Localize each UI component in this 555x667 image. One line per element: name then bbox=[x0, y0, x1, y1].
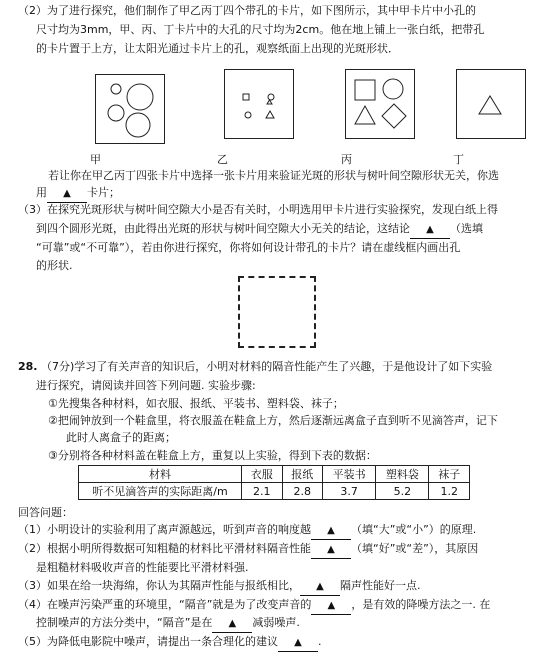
blank-triangle-icon: ▲ bbox=[316, 581, 324, 592]
table-row-label: 听不见滴答声的实际距离/m bbox=[79, 483, 242, 500]
blank-triangle-icon: ▲ bbox=[294, 637, 302, 648]
card-ding-figure bbox=[456, 69, 526, 139]
blank-triangle-icon: ▲ bbox=[228, 618, 237, 629]
part2-line3: 的卡片置于上方，让太阳光通过卡片上的孔，观察纸面上出现的光斑形状． bbox=[36, 42, 399, 55]
part3-line2-text: 到四个圆形光斑，由此得出光斑的形状与树叶间空隙大小无关的结论，这结论 bbox=[36, 222, 410, 235]
card-bing-label: 丙 bbox=[341, 153, 352, 166]
q28-answer4-suffix: ，是有效的降噪方法之一. 在 bbox=[351, 598, 491, 611]
q28-answer4 bbox=[18, 597, 490, 615]
q28-answer4-line2 bbox=[36, 615, 300, 633]
part2-question-prefix: 用 bbox=[36, 186, 47, 199]
answer-blank-stage[interactable] bbox=[212, 615, 252, 633]
table-header-material: 材料 bbox=[79, 466, 242, 483]
answer-blank-sponge[interactable] bbox=[300, 578, 340, 596]
table-row bbox=[79, 483, 470, 500]
card-yi-holes bbox=[225, 70, 293, 138]
part2-question-line2 bbox=[36, 185, 120, 203]
table-cell: 2.1 bbox=[242, 483, 283, 500]
q28-answer2 bbox=[18, 541, 478, 559]
blank-triangle-icon: ▲ bbox=[327, 525, 335, 536]
part3-line2 bbox=[36, 221, 483, 239]
q28-number: 28. bbox=[18, 360, 38, 373]
q28-step2-line2: 此时人离盒子的距离； bbox=[66, 431, 176, 444]
table-cell: 5.2 bbox=[376, 483, 429, 500]
part2-line2: 尺寸均为3mm，甲、丙、丁卡片中的大孔的尺寸均为2cm。他在地上铺上一张白纸，把带孔 bbox=[36, 23, 485, 36]
table-header-cell: 平装书 bbox=[323, 466, 376, 483]
table-header-row bbox=[79, 466, 470, 483]
blank-triangle-icon: ▲ bbox=[426, 224, 434, 235]
q28-answer5-text: （5）为降低电影院中噪声，请提出一条合理化的建议 bbox=[18, 635, 278, 648]
table-header-cell: 袜子 bbox=[429, 466, 470, 483]
q28-answer2-text: （2）根据小明所得数据可知粗糙的材料比平滑材料隔音性能 bbox=[18, 542, 311, 555]
q28-step1: ①先搜集各种材料，如衣服、报纸、平装书、塑料袋、袜子； bbox=[48, 397, 344, 410]
table-header-cell: 报纸 bbox=[282, 466, 323, 483]
card-ding-holes bbox=[457, 70, 525, 138]
part2-question-line1: 若让你在甲乙丙丁四张卡片中选择一张卡片用来验证光斑的形状与树叶间空隙形状无关，你选 bbox=[48, 169, 499, 182]
q28-intro: （7分)学习了有关声音的知识后，小明对材料的隔音性能产生了兴趣，于是他设计了如下实验 bbox=[41, 360, 493, 373]
part3-line2-suffix: （选填 bbox=[450, 222, 483, 235]
card-ding-label: 丁 bbox=[453, 153, 464, 166]
q28-answer2-suffix: （填“好”或“差”），其原因 bbox=[351, 542, 479, 555]
table-cell: 2.8 bbox=[282, 483, 323, 500]
table-header-cell: 衣服 bbox=[242, 466, 283, 483]
part2-question-suffix: 卡片； bbox=[87, 186, 120, 199]
card-yi-label: 乙 bbox=[217, 153, 228, 166]
q28-answer1 bbox=[18, 522, 476, 540]
q28-answer5 bbox=[18, 634, 322, 652]
card-bing-holes bbox=[346, 70, 414, 138]
card-yi-figure bbox=[224, 69, 294, 139]
q28-answer3 bbox=[18, 578, 421, 596]
q28-answer1-suffix: （填“大”或“小”）的原理. bbox=[351, 523, 477, 536]
card-jia-holes bbox=[96, 75, 164, 143]
answer-blank-card[interactable] bbox=[47, 185, 87, 203]
card-bing-figure bbox=[345, 69, 415, 139]
card-jia-figure bbox=[95, 74, 165, 144]
q28-answer1-text: （1）小明设计的实验利用了离声源越远，听到声音的响度越 bbox=[18, 523, 311, 536]
q28-line2: 进行探究，请阅读并回答下列问题. 实验步骤: bbox=[36, 379, 256, 392]
blank-triangle-icon: ▲ bbox=[327, 544, 335, 555]
table-header-cell: 塑料袋 bbox=[376, 466, 429, 483]
card-jia-label: 甲 bbox=[90, 153, 101, 166]
part2-line1: （2）为了进行探究，他们制作了甲乙丙丁四个带孔的卡片，如下图所示，其中甲卡片中小孔的 bbox=[18, 4, 476, 17]
table-cell: 1.2 bbox=[429, 483, 470, 500]
answer-blank-performance[interactable] bbox=[311, 541, 351, 559]
q28-answer4-line2-suffix: 减弱噪声. bbox=[252, 616, 300, 629]
q28-step2-line1: ②把闹钟放到一个鞋盒里，将衣服盖在鞋盒上方，然后逐渐远离盒子直到听不见滴答声，记下 bbox=[48, 414, 498, 427]
q28-answer4-line2-text: 控制噪声的方法分类中，“隔音”是在 bbox=[36, 616, 213, 629]
answer-blank-suggestion[interactable] bbox=[278, 634, 318, 652]
answer-blank-property[interactable] bbox=[311, 597, 351, 615]
blank-triangle-icon: ▲ bbox=[327, 600, 336, 611]
q28-step3: ③分别将各种材料盖在鞋盒上方，重复以上实验，得到下表的数据： bbox=[48, 449, 377, 462]
part3-line3: “可靠”或“不可靠”），若由你进行探究，你将如何设计带孔的卡片？请在虚线框内画出孔 bbox=[36, 241, 461, 254]
q28-line1 bbox=[18, 359, 492, 375]
drawing-dashed-box[interactable] bbox=[238, 276, 316, 348]
q28-answer5-suffix: . bbox=[318, 635, 322, 648]
answer-section-title: 回答问题： bbox=[18, 506, 73, 519]
part3-line1: （3）在探究光斑形状与树叶间空隙大小是否有关时，小明选用甲卡片进行实验探究，发现白纸上得 bbox=[18, 203, 498, 216]
q28-answer3-suffix: 隔声性能好一点. bbox=[340, 579, 421, 592]
q28-answer3-text: （3）如果在给一块海绵，你认为其隔声性能与报纸相比， bbox=[18, 579, 300, 592]
q28-answer2-line2: 是粗糙材料吸收声音的性能要比平滑材料强. bbox=[36, 561, 249, 574]
answer-blank-loudness[interactable] bbox=[311, 522, 351, 540]
part3-line4: 的形状. bbox=[36, 259, 73, 272]
material-distance-table bbox=[78, 465, 470, 500]
q28-answer4-text: （4）在噪声污染严重的环境里，“隔音”就是为了改变声音的 bbox=[18, 598, 312, 611]
table-cell: 3.7 bbox=[323, 483, 376, 500]
blank-triangle-icon: ▲ bbox=[63, 188, 71, 199]
answer-blank-reliable[interactable] bbox=[410, 221, 450, 239]
